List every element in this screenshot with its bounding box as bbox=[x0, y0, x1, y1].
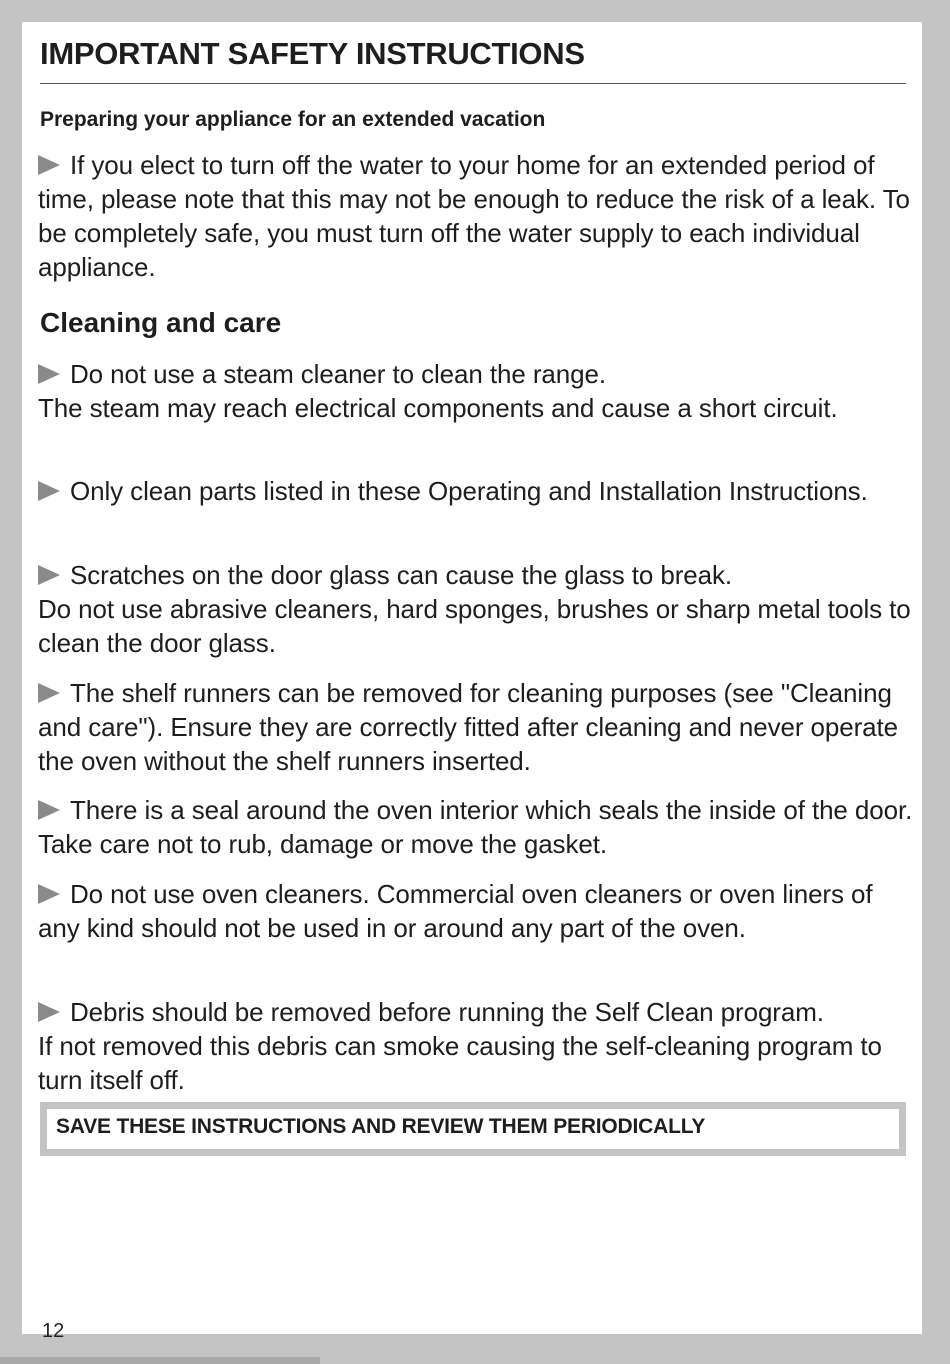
bullet-arrow-icon bbox=[38, 800, 60, 820]
cleaning-item-text: Do not use a steam cleaner to clean the range. bbox=[70, 359, 606, 389]
cleaning-item-detail: The steam may reach electrical components and cause a short circuit. bbox=[38, 393, 838, 423]
cleaning-item-text: Debris should be removed before running the Self Clean program. bbox=[70, 997, 824, 1027]
bullet-arrow-icon bbox=[38, 364, 60, 384]
cleaning-item bbox=[38, 877, 918, 945]
cleaning-item bbox=[38, 474, 918, 508]
cleaning-item-text: Scratches on the door glass can cause the glass to break. bbox=[70, 560, 733, 590]
bullet-arrow-icon bbox=[38, 683, 60, 703]
cleaning-item-detail: Do not use abrasive cleaners, hard sponges, brushes or sharp metal tools to clean the door glass. bbox=[38, 594, 911, 658]
vacation-paragraph bbox=[38, 148, 918, 284]
manual-page bbox=[22, 22, 922, 1342]
cleaning-item-text: There is a seal around the oven interior which seals the inside of the door. Take care not to rub, damage or move the gasket. bbox=[38, 795, 913, 859]
title-divider bbox=[40, 83, 906, 84]
bullet-arrow-icon bbox=[38, 155, 60, 175]
cleaning-item-text: Only clean parts listed in these Operating and Installation Instructions. bbox=[70, 476, 868, 506]
cleaning-item-text: Do not use oven cleaners. Commercial oven cleaners or oven liners of any kind should not be used in or around any part of the oven. bbox=[38, 879, 873, 943]
save-instructions-notice bbox=[40, 1102, 906, 1156]
cleaning-item bbox=[38, 995, 918, 1097]
cleaning-item bbox=[38, 793, 918, 861]
page-title: IMPORTANT SAFETY INSTRUCTIONS bbox=[40, 36, 585, 71]
bullet-arrow-icon bbox=[38, 1002, 60, 1022]
footer-bar bbox=[0, 1357, 320, 1364]
cleaning-item-detail: If not removed this debris can smoke causing the self-cleaning program to turn itself off. bbox=[38, 1031, 882, 1095]
bullet-arrow-icon bbox=[38, 884, 60, 904]
bullet-arrow-icon bbox=[38, 565, 60, 585]
cleaning-item bbox=[38, 357, 918, 425]
cleaning-item-text: The shelf runners can be removed for cleaning purposes (see "Cleaning and care"). Ensure they are correctly fitted after cleaning and never operate the oven without the shelf runners inserted. bbox=[38, 678, 899, 776]
page-number: 12 bbox=[42, 1320, 65, 1342]
cleaning-heading: Cleaning and care bbox=[40, 307, 282, 338]
notice-text: SAVE THESE INSTRUCTIONS AND REVIEW THEM PERIODICALLY bbox=[56, 1115, 706, 1138]
cleaning-item bbox=[38, 676, 918, 778]
vacation-subheading: Preparing your appliance for an extended vacation bbox=[40, 108, 546, 131]
vacation-text: If you elect to turn off the water to your home for an extended period of time, please note that this may not be enough to reduce the risk of a leak. To be completely safe, you must turn off the water supply to each individual appliance. bbox=[38, 150, 910, 282]
cleaning-item bbox=[38, 558, 918, 660]
bullet-arrow-icon bbox=[38, 481, 60, 501]
